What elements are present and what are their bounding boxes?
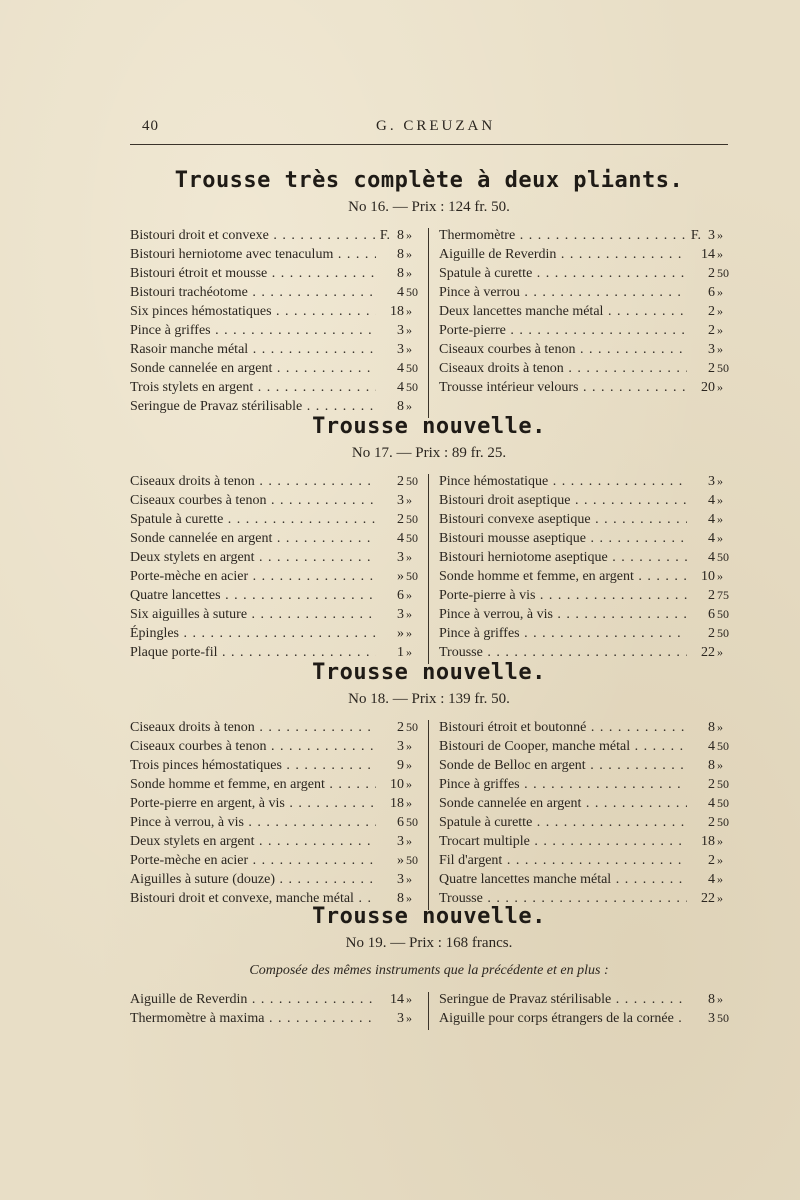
- price-centimes: 50: [717, 739, 729, 753]
- price-francs: 20: [701, 380, 715, 395]
- price-centimes: »: [406, 796, 412, 810]
- item-name: Pince à verrou, à vis . . .: [130, 813, 376, 832]
- price-centimes: »: [406, 588, 412, 602]
- item-name: Bistouri de Cooper, manche métal . . .: [439, 737, 687, 756]
- price-francs: 22: [701, 645, 715, 660]
- currency-mark: F.: [690, 228, 701, 243]
- price-francs: 1: [397, 645, 404, 660]
- price-centimes: »: [406, 758, 412, 772]
- item-name: Deux stylets en argent . . .: [130, 548, 376, 567]
- price-francs: 4: [397, 531, 404, 546]
- price-centimes: »: [406, 228, 412, 242]
- price-francs: 10: [701, 569, 715, 584]
- price-row: [130, 264, 420, 283]
- item-name: Deux lancettes manche métal . . .: [439, 302, 687, 321]
- column-divider: [428, 474, 429, 664]
- section-price: No 18. — Prix : 139 fr. 50.: [348, 691, 510, 707]
- item-name: Deux stylets en argent . . .: [130, 832, 376, 851]
- price-francs: 3: [397, 493, 404, 508]
- price-francs: 3: [708, 342, 715, 357]
- price-centimes: 50: [717, 796, 729, 810]
- price-row: [439, 832, 731, 851]
- price-francs: 3: [397, 607, 404, 622]
- price-row: [439, 990, 731, 1009]
- price-row: [439, 359, 731, 378]
- price-francs: 8: [708, 720, 715, 735]
- price-centimes: 50: [406, 720, 418, 734]
- item-name: Six pinces hémostatiques . . .: [130, 302, 376, 321]
- price-centimes: »: [717, 493, 723, 507]
- item-name: Trousse . . .: [439, 643, 687, 662]
- item-columns: [130, 472, 728, 666]
- price-centimes: 50: [717, 626, 729, 640]
- price-row: [130, 378, 420, 397]
- item-name: Fil d'argent . . .: [439, 851, 687, 870]
- price-centimes: 50: [406, 512, 418, 526]
- price-francs: 8: [397, 247, 404, 262]
- item-name: Ciseaux droits à tenon . . .: [130, 472, 376, 491]
- price-row: [130, 529, 420, 548]
- price-centimes: 50: [717, 777, 729, 791]
- price-row: [439, 472, 731, 491]
- price-row: [130, 718, 420, 737]
- price-centimes: 50: [406, 853, 418, 867]
- price-centimes: »: [717, 891, 723, 905]
- price-francs: 8: [397, 266, 404, 281]
- price-row: [439, 321, 731, 340]
- item-name: Bistouri étroit et mousse . . .: [130, 264, 376, 283]
- price-row: [130, 586, 420, 605]
- price-row: [130, 870, 420, 889]
- item-name: Sonde homme et femme, en argent . . .: [439, 567, 687, 586]
- price-centimes: »: [406, 399, 412, 413]
- item-name: Aiguilles à suture (douze) . . .: [130, 870, 376, 889]
- price-row: [130, 990, 420, 1009]
- price-centimes: 50: [717, 361, 729, 375]
- price-centimes: »: [717, 323, 723, 337]
- right-item-column: [439, 226, 731, 397]
- price-row: [439, 548, 731, 567]
- price-francs: 2: [708, 266, 715, 281]
- kit-section: [130, 902, 728, 1032]
- right-item-column: [439, 472, 731, 662]
- price-row: [439, 378, 731, 397]
- price-centimes: »: [406, 550, 412, 564]
- price-row: [439, 586, 731, 605]
- price-centimes: »: [406, 739, 412, 753]
- price-francs: 3: [397, 1011, 404, 1026]
- item-name: Rasoir manche métal . . .: [130, 340, 376, 359]
- price-row: [130, 226, 420, 245]
- price-francs: 9: [397, 758, 404, 773]
- item-name: Spatule à curette . . .: [439, 264, 687, 283]
- price-centimes: »: [717, 304, 723, 318]
- section-price: No 16. — Prix : 124 fr. 50.: [348, 199, 510, 215]
- item-name: Aiguille pour corps étrangers de la cornée . . .: [439, 1009, 687, 1028]
- page-number: 40: [142, 118, 159, 134]
- price-centimes: »: [717, 720, 723, 734]
- price-francs: 18: [701, 834, 715, 849]
- item-columns: [130, 226, 728, 420]
- price-francs: 4: [708, 872, 715, 887]
- item-name: Porte-mèche en acier . . .: [130, 851, 376, 870]
- price-francs: 3: [708, 228, 715, 243]
- left-item-column: [130, 718, 420, 908]
- price-francs: »: [397, 626, 404, 641]
- price-francs: 8: [397, 228, 404, 243]
- item-name: Plaque porte-fil . . .: [130, 643, 376, 662]
- item-name: Bistouri étroit et boutonné . . .: [439, 718, 687, 737]
- price-centimes: »: [406, 607, 412, 621]
- item-name: Spatule à curette . . .: [130, 510, 376, 529]
- price-francs: 2: [397, 512, 404, 527]
- item-name: Aiguille de Reverdin . . .: [130, 990, 376, 1009]
- item-name: Quatre lancettes manche métal . . .: [439, 870, 687, 889]
- item-name: Porte-mèche en acier . . .: [130, 567, 376, 586]
- section-price: No 17. — Prix : 89 fr. 25.: [351, 445, 507, 461]
- price-centimes: »: [406, 304, 412, 318]
- kit-section: [130, 658, 728, 912]
- price-centimes: »: [406, 266, 412, 280]
- section-title: Trousse nouvelle.: [312, 414, 546, 439]
- item-name: Seringue de Pravaz stérilisable . . .: [130, 397, 376, 416]
- price-centimes: 50: [406, 361, 418, 375]
- item-name: Ciseaux droits à tenon . . .: [130, 718, 376, 737]
- price-francs: 14: [390, 992, 404, 1007]
- price-francs: 4: [708, 493, 715, 508]
- price-row: [130, 472, 420, 491]
- price-francs: 3: [397, 872, 404, 887]
- item-columns: [130, 990, 728, 1032]
- price-row: [130, 567, 420, 586]
- price-francs: 18: [390, 796, 404, 811]
- price-centimes: »: [406, 891, 412, 905]
- price-centimes: »: [717, 531, 723, 545]
- item-name: Pince à griffes . . .: [439, 775, 687, 794]
- price-centimes: 50: [717, 815, 729, 829]
- item-name: Ciseaux courbes à tenon . . .: [439, 340, 687, 359]
- price-centimes: »: [406, 777, 412, 791]
- price-francs: 4: [708, 512, 715, 527]
- item-name: Pince à griffes . . .: [439, 624, 687, 643]
- price-row: [439, 340, 731, 359]
- item-name: Pince à verrou . . .: [439, 283, 687, 302]
- price-row: [439, 813, 731, 832]
- item-name: Spatule à curette . . .: [439, 813, 687, 832]
- item-name: Bistouri droit et convexe . . .: [130, 226, 376, 245]
- item-name: Ciseaux courbes à tenon . . .: [130, 737, 376, 756]
- price-centimes: 50: [406, 531, 418, 545]
- price-row: [130, 605, 420, 624]
- price-row: [439, 529, 731, 548]
- price-row: [439, 245, 731, 264]
- price-row: [439, 851, 731, 870]
- price-francs: 3: [397, 342, 404, 357]
- price-francs: 2: [708, 853, 715, 868]
- price-row: [439, 226, 731, 245]
- right-item-column: [439, 718, 731, 908]
- item-name: Trois pinces hémostatiques . . .: [130, 756, 376, 775]
- price-row: [130, 321, 420, 340]
- item-name: Sonde cannelée en argent . . .: [439, 794, 687, 813]
- running-head-author: G. CREUZAN: [376, 118, 496, 134]
- price-francs: 3: [397, 323, 404, 338]
- item-name: Porte-pierre à vis . . .: [439, 586, 687, 605]
- item-name: Quatre lancettes . . .: [130, 586, 376, 605]
- price-francs: 2: [708, 323, 715, 338]
- price-centimes: »: [717, 758, 723, 772]
- price-francs: 8: [397, 891, 404, 906]
- price-centimes: »: [717, 645, 723, 659]
- price-centimes: »: [406, 626, 412, 640]
- price-francs: 2: [397, 720, 404, 735]
- price-row: [439, 605, 731, 624]
- left-item-column: [130, 226, 420, 416]
- price-francs: 6: [397, 815, 404, 830]
- currency-mark: F.: [379, 228, 390, 243]
- price-row: [130, 1009, 420, 1028]
- price-row: [130, 245, 420, 264]
- price-centimes: 50: [406, 569, 418, 583]
- item-name: Bistouri convexe aseptique . . .: [439, 510, 687, 529]
- price-francs: 3: [397, 550, 404, 565]
- item-name: Trousse intérieur velours . . .: [439, 378, 687, 397]
- price-row: [130, 548, 420, 567]
- column-divider: [428, 228, 429, 418]
- item-name: Pince à griffes . . .: [130, 321, 376, 340]
- item-name: Bistouri mousse aseptique . . .: [439, 529, 687, 548]
- price-centimes: »: [406, 493, 412, 507]
- price-centimes: »: [406, 992, 412, 1006]
- item-name: Six aiguilles à suture . . .: [130, 605, 376, 624]
- item-name: Trocart multiple . . .: [439, 832, 687, 851]
- item-name: Sonde homme et femme, en argent . . .: [130, 775, 376, 794]
- price-row: [130, 813, 420, 832]
- price-centimes: »: [717, 512, 723, 526]
- price-row: [439, 264, 731, 283]
- price-centimes: »: [717, 228, 723, 242]
- price-francs: 4: [708, 550, 715, 565]
- item-name: Seringue de Pravaz stérilisable . . .: [439, 990, 687, 1009]
- item-name: Ciseaux courbes à tenon . . .: [130, 491, 376, 510]
- price-row: [439, 718, 731, 737]
- left-item-column: [130, 472, 420, 662]
- price-row: [130, 624, 420, 643]
- price-row: [130, 832, 420, 851]
- item-name: Bistouri droit aseptique . . .: [439, 491, 687, 510]
- price-francs: »: [397, 853, 404, 868]
- item-name: Bistouri trachéotome . . .: [130, 283, 376, 302]
- price-row: [130, 340, 420, 359]
- price-row: [439, 870, 731, 889]
- price-row: [439, 1009, 731, 1028]
- item-name: Porte-pierre . . .: [439, 321, 687, 340]
- item-name: Thermomètre . . .: [439, 226, 687, 245]
- price-row: [130, 283, 420, 302]
- item-name: Pince à verrou, à vis . . .: [439, 605, 687, 624]
- right-item-column: [439, 990, 731, 1028]
- header-rule: [130, 144, 728, 145]
- item-name: Trousse . . .: [439, 889, 687, 908]
- price-row: [439, 302, 731, 321]
- price-centimes: »: [406, 834, 412, 848]
- section-title: Trousse très complète à deux pliants.: [174, 168, 684, 193]
- price-row: [439, 624, 731, 643]
- item-name: Pince hémostatique . . .: [439, 472, 687, 491]
- item-name: Bistouri droit et convexe, manche métal . . .: [130, 889, 376, 908]
- price-row: [439, 737, 731, 756]
- section-title: Trousse nouvelle.: [312, 660, 546, 685]
- column-divider: [428, 992, 429, 1030]
- item-name: Bistouri herniotome avec tenaculum . . .: [130, 245, 376, 264]
- price-centimes: 50: [717, 550, 729, 564]
- kit-section: [130, 412, 728, 666]
- item-name: Bistouri herniotome aseptique . . .: [439, 548, 687, 567]
- price-francs: 4: [397, 361, 404, 376]
- price-centimes: »: [717, 247, 723, 261]
- item-name: Porte-pierre en argent, à vis . . .: [130, 794, 376, 813]
- price-francs: 22: [701, 891, 715, 906]
- price-centimes: »: [717, 992, 723, 1006]
- item-name: Thermomètre à maxima . . .: [130, 1009, 376, 1028]
- item-name: Épingles . . .: [130, 624, 376, 643]
- price-francs: 2: [708, 588, 715, 603]
- price-centimes: 50: [717, 607, 729, 621]
- price-row: [130, 851, 420, 870]
- price-centimes: »: [406, 645, 412, 659]
- price-francs: 6: [708, 607, 715, 622]
- price-centimes: »: [717, 872, 723, 886]
- price-row: [439, 567, 731, 586]
- price-centimes: »: [406, 342, 412, 356]
- price-francs: 3: [708, 474, 715, 489]
- price-francs: 2: [708, 361, 715, 376]
- price-centimes: »: [406, 323, 412, 337]
- price-francs: 6: [708, 285, 715, 300]
- price-centimes: »: [406, 872, 412, 886]
- price-centimes: 50: [406, 380, 418, 394]
- price-francs: 2: [708, 777, 715, 792]
- left-item-column: [130, 990, 420, 1028]
- price-row: [130, 737, 420, 756]
- item-name: Ciseaux droits à tenon . . .: [439, 359, 687, 378]
- price-centimes: 50: [406, 474, 418, 488]
- price-francs: 3: [397, 834, 404, 849]
- column-divider: [428, 720, 429, 910]
- price-centimes: »: [717, 474, 723, 488]
- price-row: [130, 491, 420, 510]
- price-row: [130, 775, 420, 794]
- price-francs: 2: [708, 626, 715, 641]
- price-row: [439, 491, 731, 510]
- price-centimes: »: [717, 834, 723, 848]
- price-francs: 10: [390, 777, 404, 792]
- item-name: Aiguille de Reverdin . . .: [439, 245, 687, 264]
- price-centimes: »: [717, 342, 723, 356]
- price-francs: 2: [708, 815, 715, 830]
- price-francs: »: [397, 569, 404, 584]
- kit-section: [130, 166, 728, 420]
- price-centimes: 50: [717, 1011, 729, 1025]
- page-header: [130, 118, 728, 142]
- section-price: No 19. — Prix : 168 francs.: [345, 935, 513, 951]
- price-francs: 2: [708, 304, 715, 319]
- price-row: [130, 756, 420, 775]
- item-name: Sonde de Belloc en argent . . .: [439, 756, 687, 775]
- price-francs: 3: [708, 1011, 715, 1026]
- price-centimes: 75: [717, 588, 729, 602]
- section-title: Trousse nouvelle.: [312, 904, 546, 929]
- item-columns: [130, 718, 728, 912]
- price-row: [439, 756, 731, 775]
- price-row: [439, 283, 731, 302]
- item-name: Sonde cannelée en argent . . .: [130, 529, 376, 548]
- section-note: Composée des mêmes instruments que la précédente et en plus :: [249, 963, 609, 978]
- item-name: Trois stylets en argent . . .: [130, 378, 376, 397]
- price-centimes: »: [406, 247, 412, 261]
- price-francs: 4: [708, 531, 715, 546]
- price-row: [439, 510, 731, 529]
- price-francs: 8: [708, 992, 715, 1007]
- price-francs: 4: [708, 739, 715, 754]
- price-centimes: »: [406, 1011, 412, 1025]
- price-centimes: »: [717, 380, 723, 394]
- price-francs: 14: [701, 247, 715, 262]
- price-centimes: »: [717, 853, 723, 867]
- price-francs: 2: [397, 474, 404, 489]
- price-francs: 4: [397, 285, 404, 300]
- price-centimes: 50: [406, 285, 418, 299]
- price-francs: 8: [397, 399, 404, 414]
- price-row: [130, 302, 420, 321]
- price-row: [439, 794, 731, 813]
- price-row: [439, 775, 731, 794]
- price-centimes: 50: [406, 815, 418, 829]
- price-francs: 3: [397, 739, 404, 754]
- price-centimes: »: [717, 569, 723, 583]
- price-row: [130, 510, 420, 529]
- price-francs: 18: [390, 304, 404, 319]
- price-francs: 6: [397, 588, 404, 603]
- price-francs: 4: [708, 796, 715, 811]
- item-name: Sonde cannelée en argent . . .: [130, 359, 376, 378]
- price-row: [130, 794, 420, 813]
- price-francs: 4: [397, 380, 404, 395]
- price-francs: 8: [708, 758, 715, 773]
- price-row: [130, 359, 420, 378]
- price-centimes: 50: [717, 266, 729, 280]
- price-centimes: »: [717, 285, 723, 299]
